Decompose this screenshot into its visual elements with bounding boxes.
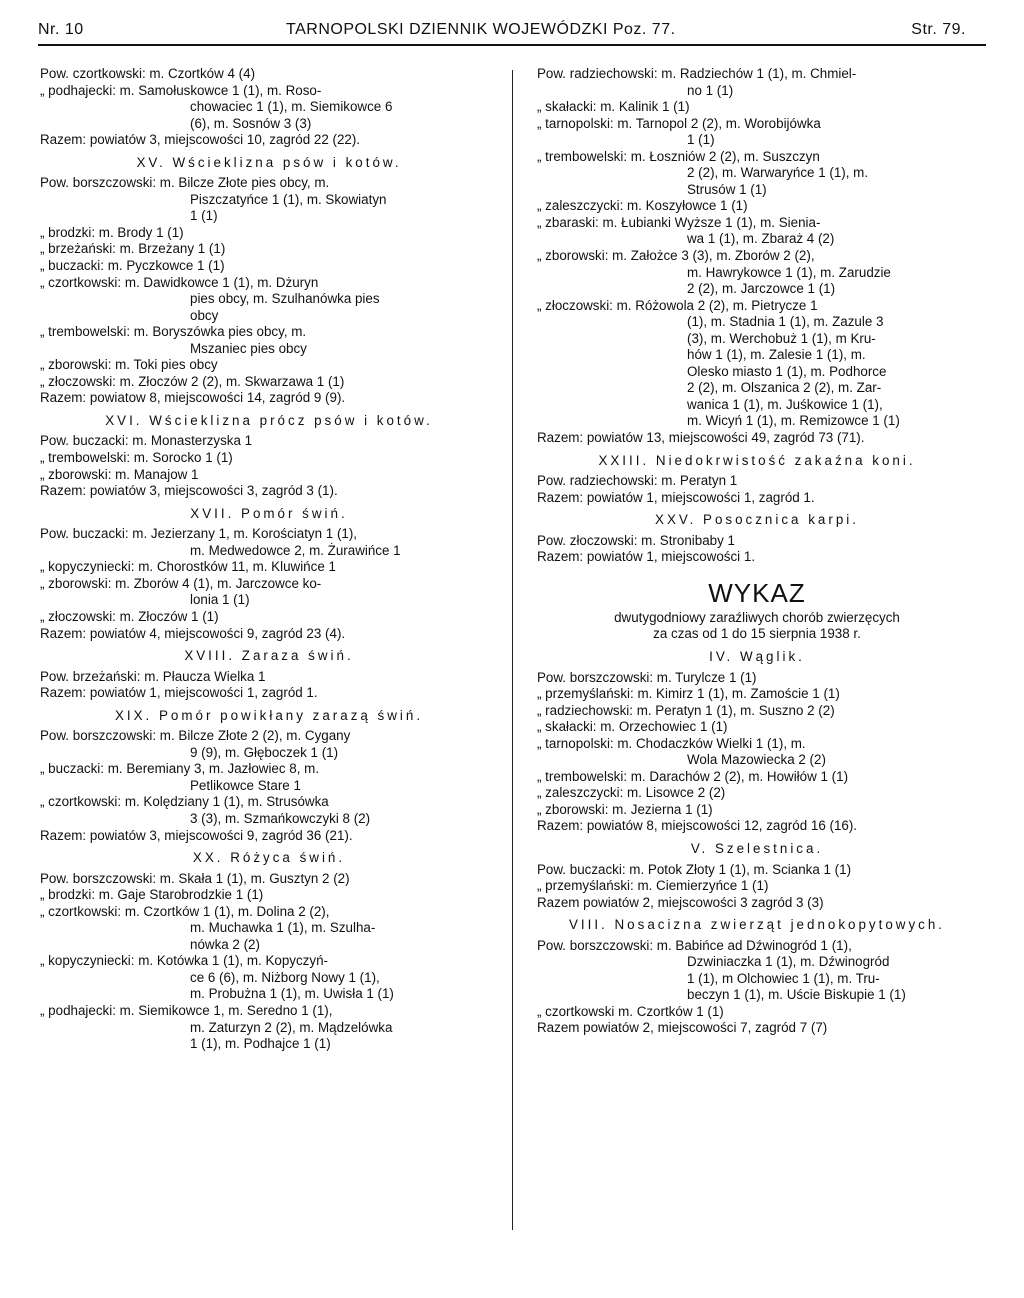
text-line: Razem: powiatów 13, miejscowości 49, zagród 73 (71).: [537, 430, 865, 446]
text-line: „ podhajecki: m. Siemikowce 1, m. Seredno 1 (1),: [40, 1002, 333, 1018]
section-heading: XVIII. Zaraza świń.: [184, 648, 354, 664]
text-line: 1 (1): [687, 132, 715, 148]
text-line: „ buczacki: m. Pyczkowce 1 (1): [40, 258, 225, 274]
text-line: „ zborowski: m. Toki pies obcy: [40, 357, 218, 373]
text-line: „ złoczowski: m. Złoczów 1 (1): [40, 608, 219, 624]
text-line: 2 (2), m. Jarczowce 1 (1): [687, 281, 836, 297]
text-line: „ zaleszczycki: m. Lisowce 2 (2): [537, 785, 726, 801]
section-heading: XV. Wścieklizna psów i kotów.: [136, 154, 402, 170]
text-line: Pow. czortkowski: m. Czortków 4 (4): [40, 66, 256, 81]
section-heading: XVI. Wścieklizna prócz psów i kotów.: [105, 412, 433, 428]
text-line: 9 (9), m. Głęboczek 1 (1): [190, 744, 339, 760]
text-line: obcy: [190, 307, 219, 323]
text-line: m. Hawrykowce 1 (1), m. Zarudzie: [687, 264, 891, 280]
text-line: „ czortkowski: m. Kolędziany 1 (1), m. Strusówka: [40, 794, 329, 810]
text-line: „ złoczowski: m. Złoczów 2 (2), m. Skwarzawa 1 (1): [40, 373, 345, 389]
text-line: Dzwiniaczka 1 (1), m. Dźwinogród: [687, 954, 890, 970]
text-line: Petlikowce Stare 1: [190, 777, 301, 793]
text-line: Razem: powiatów 1, miejscowości 1, zagród 1.: [40, 685, 318, 701]
text-line: Pow. borszczowski: m. Skała 1 (1), m. Gusztyn 2 (2): [40, 870, 350, 886]
text-line: „ skałacki: m. Orzechowiec 1 (1): [537, 719, 728, 735]
text-line: Olesko miasto 1 (1), m. Podhorce: [687, 363, 887, 379]
text-line: Pow. borszczowski: m. Bilcze Złote pies obcy, m.: [40, 175, 330, 191]
list-subtitle: za czas od 1 do 15 sierpnia 1938 r.: [653, 626, 861, 642]
text-line: „ przemyślański: m. Kimirz 1 (1), m. Zamoście 1 (1): [537, 686, 840, 702]
text-line: „ kopyczyniecki: m. Chorostków 11, m. Kluwińce 1: [40, 559, 336, 575]
text-line: no 1 (1): [687, 82, 734, 98]
list-subtitle: dwutygodniowy zaraźliwych chorób zwierzęcych: [614, 609, 900, 625]
text-line: pies obcy, m. Szulhanówka pies: [190, 291, 380, 307]
text-line: 2 (2), m. Warwaryńce 1 (1), m.: [687, 165, 869, 181]
text-line: Razem: powiatów 3, miejscowości 9, zagród 36 (21).: [40, 827, 353, 843]
text-line: „ brodzki: m. Brody 1 (1): [40, 224, 184, 240]
text-line: Pow. borszczowski: m. Babińce ad Dźwinogród 1 (1),: [537, 937, 852, 953]
text-line: „ zborowski: m. Zborów 4 (1), m. Jarczowce ko-: [40, 575, 322, 591]
text-line: Pow. buczacki: m. Monasterzyska 1: [40, 433, 253, 449]
text-line: „ skałacki: m. Kalinik 1 (1): [537, 99, 690, 115]
right-column: [537, 66, 977, 1037]
text-line: Pow. brzeżański: m. Płaucza Wielka 1: [40, 668, 266, 684]
page-number: Str. 79.: [911, 21, 966, 38]
text-line: Pow. borszczowski: m. Bilcze Złote 2 (2), m. Cygany: [40, 728, 351, 744]
text-line: „ zborowski: m. Jezierna 1 (1): [537, 801, 713, 817]
text-line: m. Wicyń 1 (1), m. Remizowce 1 (1): [687, 413, 900, 429]
text-line: „ radziechowski: m. Peratyn 1 (1), m. Suszno 2 (2): [537, 702, 835, 718]
text-line: Wola Mazowiecka 2 (2): [687, 752, 826, 768]
text-line: „ kopyczyniecki: m. Kotówka 1 (1), m. Kopyczyń-: [40, 953, 328, 969]
text-line: Strusów 1 (1): [687, 181, 767, 197]
text-line: Razem powiatów 2, miejscowości 3 zagród 3 (3): [537, 894, 824, 910]
text-line: hów 1 (1), m. Zalesie 1 (1), m.: [687, 347, 866, 363]
text-line: 1 (1): [190, 208, 218, 224]
text-line: „ brzeżański: m. Brzeżany 1 (1): [40, 241, 226, 257]
text-line: Razem: powiatów 1, miejscowości 1.: [537, 549, 756, 565]
column-divider: [512, 70, 513, 1230]
list-title: WYKAZ: [708, 577, 806, 608]
section-heading: XXV. Posocznica karpi.: [655, 512, 859, 528]
text-line: „ czortkowski m. Czortków 1 (1): [537, 1003, 724, 1019]
section-heading: XXIII. Niedokrwistość zakaźna koni.: [598, 452, 916, 468]
text-line: „ podhajecki: m. Samołuskowce 1 (1), m. Roso-: [40, 82, 322, 98]
text-line: ce 6 (6), m. Niżborg Nowy 1 (1),: [190, 969, 380, 985]
text-line: m. Medwedowce 2, m. Żurawińce 1: [190, 542, 401, 558]
text-line: „ trembowelski: m. Sorocko 1 (1): [40, 450, 233, 466]
text-line: „ trembowelski: m. Darachów 2 (2), m. Howiłów 1 (1): [537, 768, 849, 784]
text-line: 3 (3), m. Szmańkowczyki 8 (2): [190, 810, 371, 826]
text-line: „ przemyślański: m. Ciemierzyńce 1 (1): [537, 878, 769, 894]
text-line: „ zborowski: m. Manajow 1: [40, 466, 199, 482]
text-line: „ zbaraski: m. Łubianki Wyższe 1 (1), m. Sienia-: [537, 214, 821, 230]
text-line: „ zborowski: m. Założce 3 (3), m. Zborów 2 (2),: [537, 248, 815, 264]
text-line: wanica 1 (1), m. Juśkowice 1 (1),: [687, 396, 883, 412]
text-line: 1 (1), m Olchowiec 1 (1), m. Tru-: [687, 970, 880, 986]
text-line: „ tarnopolski: m. Tarnopol 2 (2), m. Worobijówka: [537, 115, 821, 131]
text-line: wa 1 (1), m. Zbaraż 4 (2): [687, 231, 835, 247]
text-line: Mszaniec pies obcy: [190, 340, 307, 356]
text-line: Pow. borszczowski: m. Turylcze 1 (1): [537, 669, 757, 685]
text-line: (3), m. Werchobuż 1 (1), m Kru-: [687, 330, 876, 346]
text-line: 2 (2), m. Olszanica 2 (2), m. Zar-: [687, 380, 882, 396]
text-line: „ trembowelski: m. Łoszniów 2 (2), m. Suszczyn: [537, 148, 820, 164]
section-heading: V. Szelestnica.: [690, 840, 824, 856]
text-line: Pow. buczacki: m. Jezierzany 1, m. Korościatyn 1 (1),: [40, 526, 358, 542]
text-line: nówka 2 (2): [190, 936, 260, 952]
text-line: „ złoczowski: m. Różowola 2 (2), m. Pietrycze 1: [537, 297, 818, 313]
text-line: Pow. buczacki: m. Potok Złoty 1 (1), m. Scianka 1 (1): [537, 861, 852, 877]
issue-number: Nr. 10: [38, 21, 84, 38]
text-line: beczyn 1 (1), m. Uście Biskupie 1 (1): [687, 987, 906, 1003]
text-line: m. Zaturzyn 2 (2), m. Mądzelówka: [190, 1019, 393, 1035]
text-line: Razem: powiatów 3, miejscowości 10, zagród 22 (22).: [40, 132, 361, 148]
text-line: „ czortkowski: m. Czortków 1 (1), m. Dolina 2 (2),: [40, 903, 330, 919]
text-line: Razem: powiatow 8, miejscowości 14, zagród 9 (9).: [40, 390, 346, 406]
journal-title: TARNOPOLSKI DZIENNIK WOJEWÓDZKI Poz. 77.: [286, 21, 676, 38]
text-line: 1 (1), m. Podhajce 1 (1): [190, 1036, 331, 1052]
text-line: m. Muchawka 1 (1), m. Szulha-: [190, 920, 376, 936]
section-heading: XVII. Pomór świń.: [190, 505, 348, 521]
left-column: [40, 66, 498, 1053]
text-line: m. Probużna 1 (1), m. Uwisła 1 (1): [190, 986, 394, 1002]
section-heading: XIX. Pomór powikłany zarazą świń.: [114, 707, 424, 723]
text-line: Pow. radziechowski: m. Radziechów 1 (1), m. Chmiel-: [537, 66, 857, 81]
text-line: „ brodzki: m. Gaje Starobrodzkie 1 (1): [40, 887, 264, 903]
section-heading: XX. Różyca świń.: [192, 850, 346, 866]
text-line: Razem: powiatów 3, miejscowości 3, zagród 3 (1).: [40, 483, 338, 499]
text-line: (1), m. Stadnia 1 (1), m. Zazule 3: [687, 314, 884, 330]
text-line: Piszczatyńce 1 (1), m. Skowiatyn: [190, 191, 387, 207]
text-line: „ zaleszczycki: m. Koszyłowce 1 (1): [537, 198, 748, 214]
text-line: Razem: powiatów 1, miejscowości 1, zagród 1.: [537, 489, 815, 505]
text-line: Pow. radziechowski: m. Peratyn 1: [537, 473, 738, 489]
text-line: Razem: powiatów 4, miejscowości 9, zagród 23 (4).: [40, 625, 346, 641]
page-header: [38, 18, 986, 46]
text-line: „ tarnopolski: m. Chodaczków Wielki 1 (1), m.: [537, 735, 806, 751]
text-line: „ trembowelski: m. Boryszówka pies obcy, m.: [40, 324, 307, 340]
text-line: lonia 1 (1): [190, 592, 250, 608]
text-line: (6), m. Sosnów 3 (3): [190, 115, 312, 131]
text-line: chowaciec 1 (1), m. Siemikowce 6: [190, 99, 393, 115]
text-line: „ buczacki: m. Beremiany 3, m. Jazłowiec 8, m.: [40, 761, 320, 777]
text-line: Razem powiatów 2, miejscowości 7, zagród 7 (7): [537, 1020, 828, 1036]
text-line: Pow. złoczowski: m. Stronibaby 1: [537, 532, 735, 548]
section-heading: IV. Wąglik.: [709, 648, 805, 664]
text-line: „ czortkowski: m. Dawidkowce 1 (1), m. Dżuryn: [40, 274, 319, 290]
text-line: Razem: powiatów 8, miejscowości 12, zagród 16 (16).: [537, 818, 858, 834]
section-heading: VIII. Nosacizna zwierząt jednokopytowych.: [568, 917, 946, 933]
